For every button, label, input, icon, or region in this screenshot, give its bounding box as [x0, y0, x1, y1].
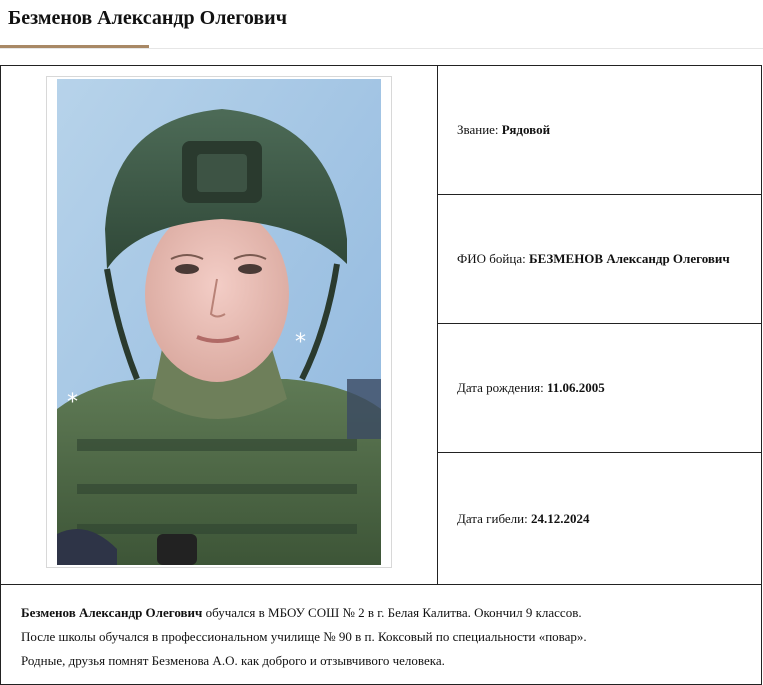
photo-frame [46, 76, 392, 568]
soldier-card [0, 65, 762, 685]
biography [1, 584, 761, 684]
rank-text [457, 122, 550, 138]
page-title: Безменов Александр Олегович [8, 7, 287, 29]
bio-line-3: Родные, друзья помнят Безменова А.О. как доброго и отзывчивого человека. [21, 653, 445, 668]
name-text [457, 251, 730, 267]
bio-line-2: После школы обучался в профессиональном училище № 90 в п. Коксовый по специальности «повар». [21, 629, 587, 644]
birth-text [457, 380, 605, 396]
info-row-death [438, 453, 762, 584]
rank-label: Звание: [457, 122, 502, 137]
death-text [457, 511, 589, 527]
death-value: 24.12.2024 [530, 510, 590, 526]
name-value: БЕЗМЕНОВ Александр Олегович [528, 251, 730, 266]
birth-value: 11.06.2005 [546, 380, 605, 395]
death-label: Дата гибели: [457, 510, 531, 526]
photo-cell [1, 66, 438, 584]
info-column [438, 66, 762, 584]
title-underline [0, 45, 149, 48]
info-row-rank [438, 66, 762, 195]
name-label: ФИО бойца: [457, 251, 529, 266]
soldier-photo [57, 79, 381, 565]
bio-line-1-text: обучался в МБОУ СОШ № 2 в г. Белая Калитва. Окончил 9 классов. [202, 605, 582, 620]
svg-text:*: * [295, 330, 306, 355]
info-row-name [438, 195, 762, 324]
info-row-birth [438, 324, 762, 453]
page-header [0, 0, 763, 49]
birth-label: Дата рождения: [457, 380, 547, 395]
bio-name: Безменов Александр Олегович [21, 605, 203, 620]
svg-text:*: * [67, 390, 78, 415]
rank-value: Рядовой [501, 122, 551, 137]
bio-line-1 [21, 605, 582, 621]
